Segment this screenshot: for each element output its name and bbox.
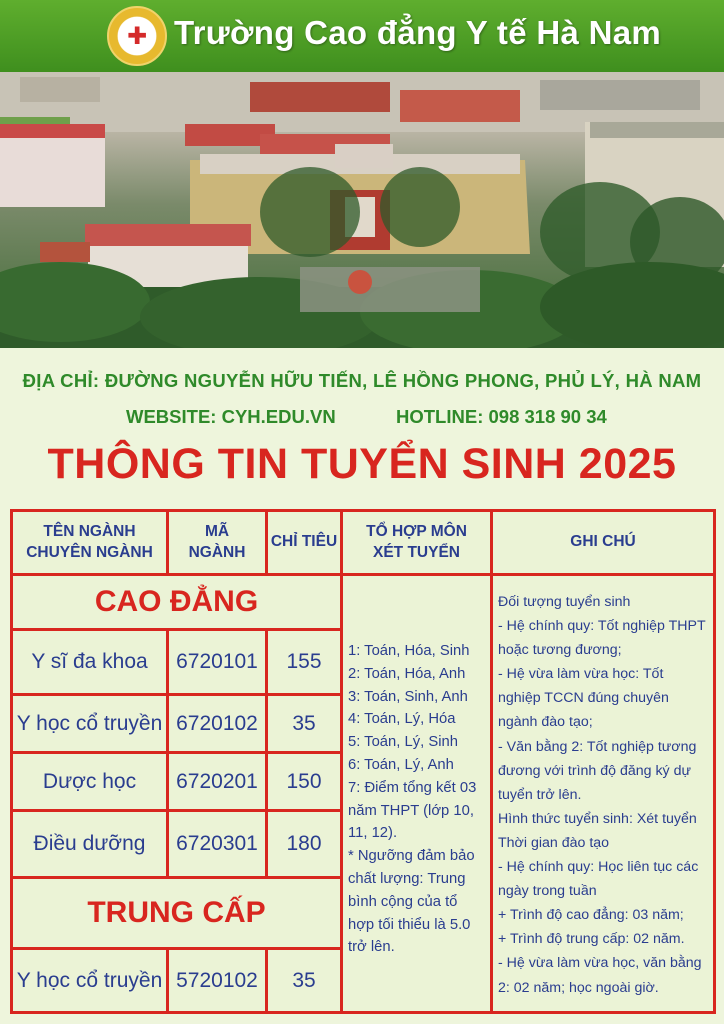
combo-list xyxy=(348,640,476,959)
note-line: Thời gian đào tạo xyxy=(498,834,610,851)
combo-line: 5: Toán, Lý, Sinh xyxy=(348,734,458,751)
school-name: Trường Cao đẳng Y tế Hà Nam xyxy=(174,14,662,51)
note-line: - Văn bằng 2: Tốt nghiệp tương xyxy=(498,738,697,755)
note-line: hoặc tương đương; xyxy=(498,642,622,659)
combo-line: 3: Toán, Sinh, Anh xyxy=(348,688,468,705)
header-combo: TỔ HỢP MÔN XÉT TUYỂN xyxy=(343,512,490,573)
row-quota: 180 xyxy=(268,812,340,876)
row-code: 6720101 xyxy=(169,631,265,693)
website-link[interactable]: WEBSITE: CYH.EDU.VN xyxy=(126,406,336,427)
row-name: Dược học xyxy=(13,754,166,809)
combo-line: * Ngưỡng đảm bảo xyxy=(348,848,475,865)
combo-line: trở lên. xyxy=(348,939,395,956)
row-quota: 150 xyxy=(268,754,340,809)
note-line: Đối tượng tuyển sinh xyxy=(498,594,631,610)
row-code: 6720201 xyxy=(169,754,265,809)
section-college: CAO ĐẲNG xyxy=(13,576,340,628)
note-line: ngành đào tạo; xyxy=(498,714,593,731)
address-line: ĐỊA CHỈ: ĐƯỜNG NGUYỄN HỮU TIẾN, LÊ HỒNG PHONG, PHỦ LÝ, HÀ NAM xyxy=(22,370,702,391)
combo-line: 1: Toán, Hóa, Sinh xyxy=(348,643,470,659)
row-name: Y học cổ truyền xyxy=(13,950,166,1011)
combo-line: năm THPT (lớp 10, xyxy=(348,802,474,819)
header-code: MÃ NGÀNH xyxy=(169,512,265,573)
combo-line: 11, 12). xyxy=(348,825,398,842)
header-name: TÊN NGÀNH CHUYÊN NGÀNH xyxy=(13,512,166,573)
school-seal-icon: ✚ xyxy=(107,6,167,66)
note-line: - Hệ vừa làm vừa học, văn bằng xyxy=(498,955,702,972)
note-line: - Hệ chính quy: Tốt nghiệp THPT xyxy=(498,618,706,635)
note-line: Hình thức tuyển sinh: Xét tuyển xyxy=(498,810,697,827)
row-name: Y học cổ truyền xyxy=(13,696,166,751)
section-intermediate: TRUNG CẤP xyxy=(13,879,340,947)
combo-line: 7: Điểm tổng kết 03 xyxy=(348,779,477,796)
row-code: 5720102 xyxy=(169,950,265,1011)
header-bar xyxy=(0,0,724,72)
note-line: nghiệp TCCN đúng chuyên xyxy=(498,690,669,707)
row-code: 6720102 xyxy=(169,696,265,751)
combo-line: hợp tối thiểu là 5.0 xyxy=(348,916,471,933)
header-quota: CHỈ TIÊU xyxy=(268,512,340,573)
combo-line: 6: Toán, Lý, Anh xyxy=(348,756,454,773)
row-quota: 35 xyxy=(268,950,340,1011)
note-list xyxy=(498,590,706,1000)
campus-aerial-photo xyxy=(0,72,724,348)
combo-line: chất lượng: Trung xyxy=(348,870,466,887)
row-name: Điều dưỡng xyxy=(13,812,166,876)
row-name: Y sĩ đa khoa xyxy=(13,631,166,693)
combo-line: 4: Toán, Lý, Hóa xyxy=(348,711,456,728)
note-line: + Trình độ cao đẳng: 03 năm; xyxy=(498,907,684,924)
note-line: - Hệ chính quy: Học liên tục các xyxy=(498,859,699,876)
note-line: + Trình độ trung cấp: 02 năm. xyxy=(498,931,685,948)
row-quota: 35 xyxy=(268,696,340,751)
page-title: THÔNG TIN TUYỂN SINH 2025 xyxy=(47,440,677,488)
row-code: 6720301 xyxy=(169,812,265,876)
row-quota: 155 xyxy=(268,631,340,693)
header-note: GHI CHÚ xyxy=(493,512,713,573)
note-line: - Hệ vừa làm vừa học: Tốt xyxy=(498,666,664,683)
note-line: ngày trong tuần xyxy=(498,883,597,900)
note-line: đương với trình độ đăng ký dự xyxy=(498,762,691,779)
combo-line: 2: Toán, Hóa, Anh xyxy=(348,665,466,682)
combo-line: bình cộng của tổ xyxy=(348,893,458,910)
hotline-number[interactable]: HOTLINE: 098 318 90 34 xyxy=(396,406,607,427)
note-line: 2: 02 năm; học ngoài giờ. xyxy=(498,979,659,996)
note-line: tuyển trở lên. xyxy=(498,786,582,803)
